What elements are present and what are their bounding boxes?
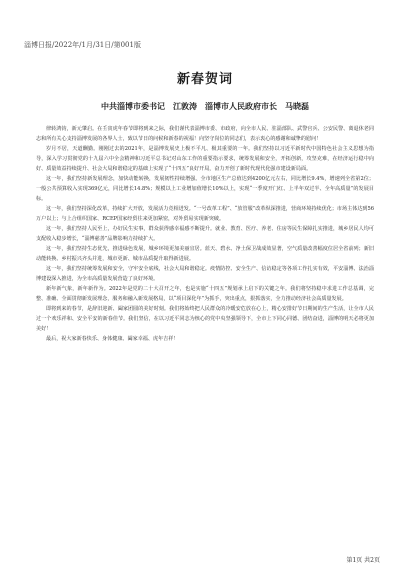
page-number: 第1页 共2页	[346, 557, 380, 564]
paragraph: 新年新气象，新年新作为。2022年是党的二十大召开之年，也是实施“十四五”规划承上启下的关键之年。我们将坚持稳中求进工作总基调，完整、准确、全面贯彻新发展理念，服务和融入新发展格局，以“项目深化年”为抓手，突出重点，狠抓落实，全力推动经济社会高质量发展。	[36, 286, 374, 302]
paragraph: 这一年，我们坚持人民至上，办好民生实事，群众获得感幸福感不断提升。就业、教育、医疗、养老、住房等民生保障扎实推进，城乡居民人均可支配收入稳步增长，“淄博慈善”品牌影响力持续扩大。	[36, 226, 374, 242]
paragraph: 这一年，我们坚持新发展理念，加快动能转换，发展韧性持续增强。全市地区生产总值达到4200亿元左右，同比增长9.4%，增速列全省第2位；一般公共预算收入实现369亿元，同比增长14.8%；规模以上工业增加值增长10%以上，实现“一季度开门红、上半年双过半、全年高质量”的发展目标。	[36, 176, 374, 202]
paragraph: 律转鸿钧，新元肇启。在壬寅虎年春节即将到来之际，我们谨代表淄博市委、市政府，向全市人民、驻淄部队、武警官兵、公安民警、离退休老同志和所有关心支持淄博发展的各界人士，致以节日的问候和新春的祝福！向坚守岗位的同志们，表示衷心的感谢和诚挚的慰问！	[36, 126, 374, 142]
newspaper-source-line: 淄博日报/2022年/1月/31日/第001版	[24, 41, 141, 49]
paragraph: 这一年，我们坚持统筹发展和安全，守牢安全底线，社会大局和谐稳定。疫情防控、安全生产、信访稳定等各项工作扎实有效，平安淄博、法治淄博建设深入推进，为全市高质量发展营造了良好环境。	[36, 266, 374, 282]
article-byline: 中共淄博市委书记 江敦涛 淄博市人民政府市长 马晓磊	[101, 101, 309, 111]
paragraph: 即将到来的春节，是辞旧迎新、阖家团圆的美好时刻。我们将始终把人民群众的冷暖安危放在心上，精心安排好节日期间的生产生活，让全市人民过一个欢乐祥和、安全平安的新春佳节。我们坚信，在以习近平同志为核心的党中央坚强领导下，全市上下同心同德、团结奋进，淄博的明天必将更加美好！	[36, 306, 374, 332]
paragraph: 这一年，我们坚持生态优先，推进绿色发展，城乡环境更加美丽宜居。蓝天、碧水、净土保卫战成效显著，空气质量改善幅度位居全省前列；新旧动能转换、乡村振兴齐头并进，城市更新、城市品质提升取得新进展。	[36, 246, 374, 262]
article-title: 新春贺词	[176, 72, 233, 87]
paragraph: 岁月不居，天道酬勤。刚刚过去的2021年，是淄博发展史上极不平凡、极其重要的一年。我们坚持以习近平新时代中国特色社会主义思想为指导，深入学习贯彻党的十九届六中全会精神和习近平总书记对山东工作的重要指示要求，统筹发展和安全，开拓创新，攻坚克难，在经济运行稳中向好、质量效益持续提升、社会大局和谐稳定的基础上实现了“十四五”良好开局，奋力开创了新时代现代化强市建设新局面。	[36, 146, 374, 172]
article-body	[36, 124, 374, 344]
paragraph: 最后，祝大家新春快乐、身体健康、阖家幸福、虎年吉祥！	[46, 336, 179, 342]
paragraph: 这一年，我们坚持深化改革，持续扩大开放，发展活力竞相迸发。“一号改革工程”、“放管服”改革纵深推进，营商环境持续优化；市场主体达到56万户以上；与上合组织国家、RCEP国家经贸往来更加紧密，对外贸易实现新突破。	[36, 206, 374, 222]
